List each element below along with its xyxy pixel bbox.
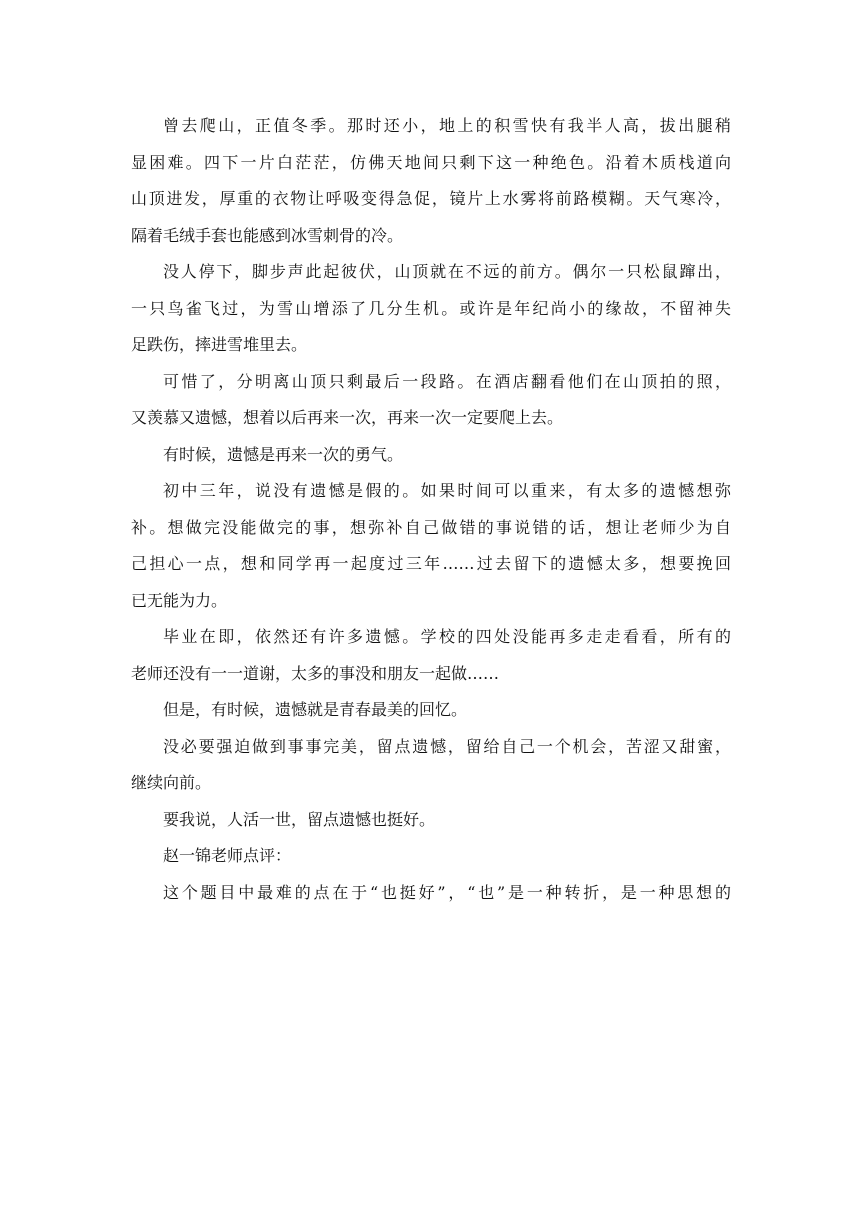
text-line: 显困难。四下一片白茫茫，仿佛天地间只剩下这一种绝色。沿着木质栈道向 xyxy=(131,152,731,172)
text-line: 补。想做完没能做完的事，想弥补自己做错的事说错的话，想让老师少为自 xyxy=(131,517,731,537)
text-line: 己担心一点，想和同学再一起度过三年……过去留下的遗憾太多，想要挽回 xyxy=(131,554,731,573)
paragraph-6 xyxy=(131,619,731,692)
text-line: 已无能为力。 xyxy=(131,590,228,610)
text-line: 赵一锦老师点评： xyxy=(163,846,292,865)
text-line: 这个题目中最难的点在于“也挺好”，“也”是一种转折，是一种思想的 xyxy=(163,882,731,902)
text-line: 没必要强迫做到事事完美，留点遗憾，留给自己一个机会，苦涩又甜蜜， xyxy=(163,736,731,756)
text-line: 有时候，遗憾是再来一次的勇气。 xyxy=(163,444,404,464)
paragraph-4 xyxy=(131,437,731,474)
text-line: 隔着毛绒手套也能感到冰雪刺骨的冷。 xyxy=(131,225,404,245)
text-line: 又羡慕又遗憾，想着以后再来一次，再来一次一定要爬上去。 xyxy=(131,408,564,427)
paragraph-1 xyxy=(131,108,731,254)
text-line: 初中三年，说没有遗憾是假的。如果时间可以重来，有太多的遗憾想弥 xyxy=(163,481,731,500)
paragraph-9 xyxy=(131,802,731,839)
text-line: 可惜了，分明离山顶只剩最后一段路。在酒店翻看他们在山顶拍的照， xyxy=(163,371,731,391)
text-line: 山顶进发，厚重的衣物让呼吸变得急促，镜片上水雾将前路模糊。天气寒冷， xyxy=(131,189,731,208)
teacher-comment-heading xyxy=(131,838,731,875)
text-line: 没人停下，脚步声此起彼伏，山顶就在不远的前方。偶尔一只松鼠蹿出， xyxy=(163,262,731,281)
paragraph-2 xyxy=(131,254,731,364)
paragraph-3 xyxy=(131,364,731,437)
text-line: 要我说，人活一世，留点遗憾也挺好。 xyxy=(163,809,436,829)
text-line: 毕业在即，依然还有许多遗憾。学校的四处没能再多走走看看，所有的 xyxy=(163,627,731,646)
teacher-comment-paragraph xyxy=(131,875,731,912)
paragraph-5 xyxy=(131,473,731,619)
paragraph-8 xyxy=(131,729,731,802)
text-line: 老师还没有一一道谢，太多的事没和朋友一起做…… xyxy=(131,663,500,683)
text-line: 足跌伤，摔进雪堆里去。 xyxy=(131,335,308,354)
text-line: 一只鸟雀飞过，为雪山增添了几分生机。或许是年纪尚小的缘故，不留神失 xyxy=(131,298,731,318)
text-line: 继续向前。 xyxy=(131,773,212,792)
paragraph-7 xyxy=(131,692,731,729)
text-line: 但是，有时候，遗憾就是青春最美的回忆。 xyxy=(163,700,468,719)
essay-body xyxy=(131,108,731,911)
text-line: 曾去爬山，正值冬季。那时还小，地上的积雪快有我半人高，拔出腿稍 xyxy=(163,116,731,135)
